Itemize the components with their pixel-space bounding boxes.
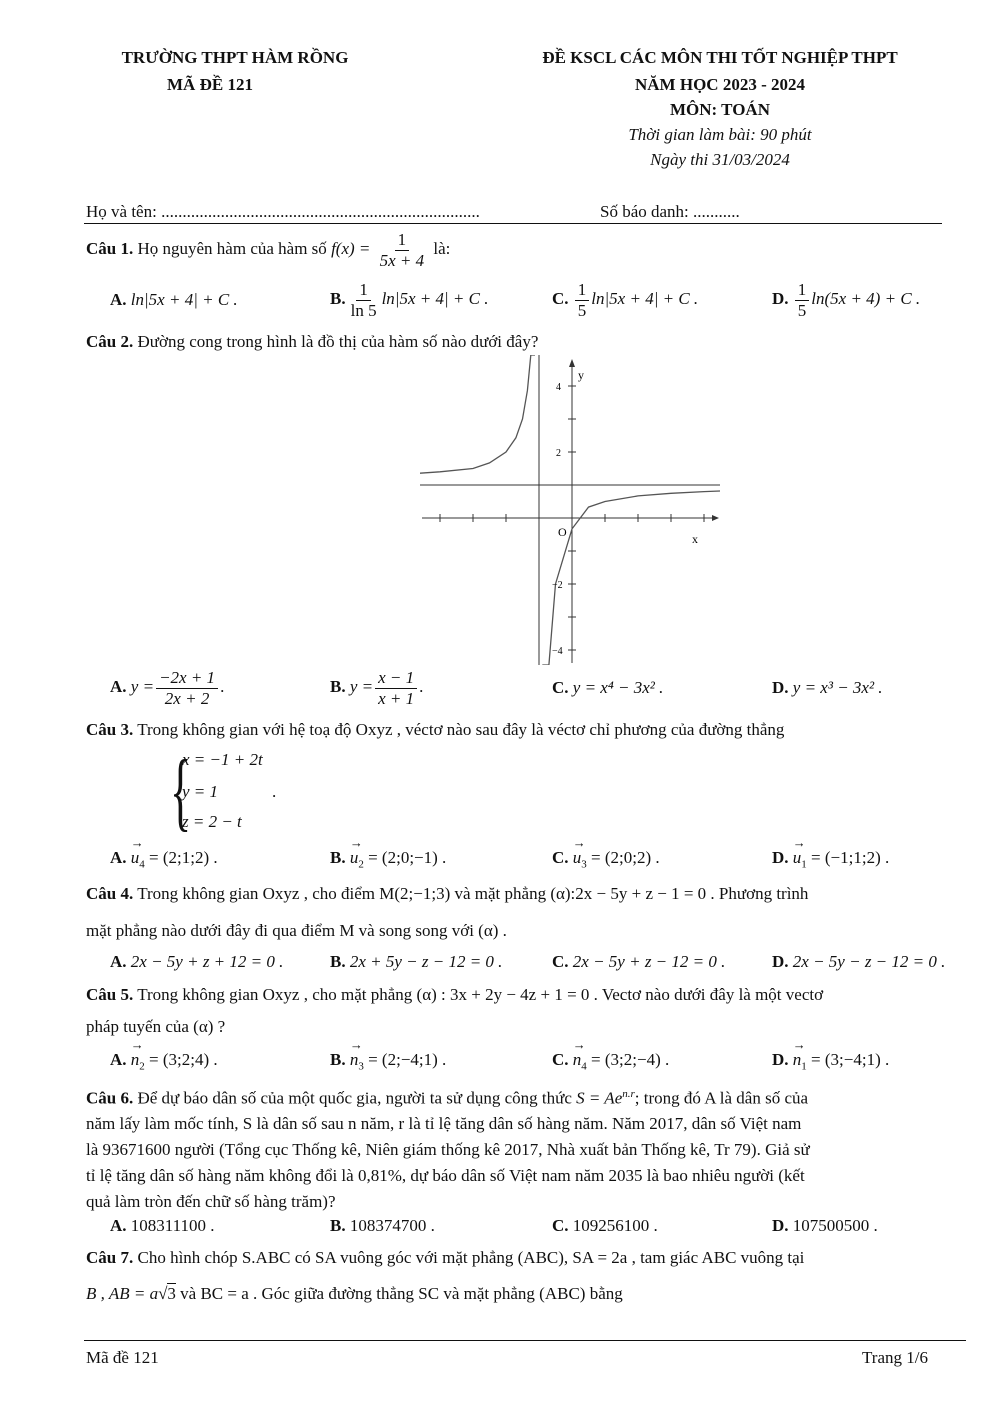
- q6-formula: S = Ae: [576, 1088, 623, 1108]
- q3-option-b[interactable]: B. → $u_2$ = (2;0;−1) .: [330, 848, 446, 870]
- q1-den: 5x + 4: [379, 250, 425, 270]
- q6-line-2: năm lấy làm mốc tính, S là dân số sau n năm, r là tỉ lệ tăng dân số hàng năm. Năm 2017, dân số Việt nam: [86, 1114, 802, 1133]
- q1-option-a[interactable]: A. ln|5x + 4| + C .: [110, 290, 238, 309]
- question-6: [86, 1088, 808, 1109]
- q7-line-1: Cho hình chóp S.ABC có SA vuông góc với mặt phẳng (ABC), SA = 2a , tam giác ABC vuông tại: [137, 1248, 805, 1267]
- q7-line-2b: và BC = a . Góc giữa đường thẳng SC và mặt phẳng (ABC) bằng: [180, 1284, 623, 1303]
- q1-func: f(x) =: [331, 238, 371, 258]
- q2-option-b[interactable]: B. y = $\frac{x - 1}{x + 1}$ .: [330, 668, 424, 708]
- q1-fraction: [377, 230, 428, 270]
- y-tick-minus-4: −4: [552, 646, 563, 657]
- question-3: [86, 720, 784, 740]
- student-id-field: Số báo danh: ...........: [600, 202, 740, 221]
- q6-option-d[interactable]: D. 107500500 .: [772, 1216, 878, 1235]
- q2-text: Đường cong trong hình là đồ thị của hàm số nào dưới đây?: [137, 332, 539, 351]
- question-4: [86, 884, 808, 904]
- q5-option-b[interactable]: B. → $n_3$ = (2;−4;1) .: [330, 1050, 446, 1072]
- question-7: [86, 1248, 804, 1268]
- q3-label: Câu 3.: [86, 720, 134, 739]
- exam-title: ĐỀ KSCL CÁC MÔN THI TỐT NGHIỆP THPT: [542, 48, 898, 67]
- q4-line-2: mặt phẳng nào dưới đây đi qua điểm M và song song với (α) .: [86, 921, 507, 940]
- x-axis-label: x: [692, 532, 698, 546]
- footer-divider: [84, 1340, 966, 1341]
- q6-option-b[interactable]: B. 108374700 .: [330, 1216, 435, 1235]
- q6-line-1a: Để dự báo dân số của một quốc gia, người ta sử dụng công thức: [137, 1088, 572, 1108]
- question-5: [86, 985, 823, 1005]
- school-year: NĂM HỌC 2023 - 2024: [635, 75, 805, 94]
- curve-branch-1: [420, 355, 535, 474]
- q5-option-c[interactable]: C. → $n_4$ = (3;2;−4) .: [552, 1050, 669, 1072]
- x-axis-arrow: [712, 515, 719, 521]
- header-divider: [84, 223, 942, 224]
- q7-label: Câu 7.: [86, 1248, 134, 1267]
- q5-option-d[interactable]: D. → $n_1$ = (3;−4;1) .: [772, 1050, 889, 1072]
- q7-line-2: [86, 1284, 623, 1304]
- q5-line-2: pháp tuyến của (α) ?: [86, 1017, 226, 1036]
- exam-code: MÃ ĐỀ 121: [167, 75, 253, 94]
- q1-option-b[interactable]: B. $\frac{1}{\ln 5}$ ln|5x + 4| + C .: [330, 280, 489, 320]
- q3-text: Trong không gian với hệ toạ độ Oxyz , véctơ nào sau đây là véctơ chỉ phương của đường thẳng: [137, 720, 785, 739]
- system-eq-1: x = −1 + 2t: [182, 750, 263, 769]
- q4-line-1: Trong không gian Oxyz , cho điểm M(2;−1;3) và mặt phẳng (α):2x − 5y + z − 1 = 0 . Phương trình: [137, 884, 809, 903]
- system-brace: {: [170, 742, 192, 840]
- question-1: [86, 230, 450, 270]
- q4-label: Câu 4.: [86, 884, 134, 903]
- q4-option-b[interactable]: B. 2x + 5y − z − 12 = 0 .: [330, 952, 503, 971]
- q7-sqrt-value: 3: [167, 1284, 176, 1303]
- q6-line-4: tỉ lệ tăng dân số hàng năm không đổi là 0,81%, dự báo dân số Việt nam năm 2035 là bao nhiêu người (kết: [86, 1166, 805, 1185]
- graph-curves: [420, 355, 720, 665]
- q2-option-a[interactable]: A. y = $\frac{-2x + 1}{2x + 2}$ .: [110, 668, 225, 708]
- q1-suffix: là:: [433, 238, 451, 258]
- q6-label: Câu 6.: [86, 1088, 134, 1108]
- q7-line-2a: B , AB = a: [86, 1284, 159, 1303]
- y-axis-label: y: [578, 368, 584, 382]
- q2-option-d[interactable]: D. y = x³ − 3x² .: [772, 678, 883, 697]
- y-axis-arrow: [569, 359, 575, 367]
- q6-line-5: quả làm tròn đến chữ số hàng trăm)?: [86, 1192, 336, 1211]
- y-tick-4: 4: [556, 382, 561, 393]
- q3-option-a[interactable]: A. → $u_4$ = (2;1;2) .: [110, 848, 218, 870]
- q6-option-a[interactable]: A. 108311100 .: [110, 1216, 215, 1235]
- q1-option-c[interactable]: C. $\frac{1}{5}$ ln|5x + 4| + C .: [552, 280, 699, 320]
- graph-axes: [420, 355, 720, 665]
- exam-time: Thời gian làm bài: 90 phút: [628, 125, 812, 144]
- student-name-field: Họ và tên: ...........................................................................: [86, 202, 480, 221]
- q6-line-1b: ; trong đó A là dân số của: [634, 1088, 809, 1108]
- q6-formula-exp: n.r: [622, 1088, 635, 1100]
- system-end: .: [272, 782, 277, 801]
- y-tick-minus-2: −2: [552, 580, 563, 591]
- q6-line-3: là 93671600 người (Tổng cục Thống kê, Niên giám thống kê 2017, Nhà xuất bản Thống kê, Tr 79). Giả sử: [86, 1140, 810, 1159]
- q2-option-c[interactable]: C. y = x⁴ − 3x² .: [552, 678, 664, 697]
- curve-branch-2: [542, 491, 720, 665]
- subject: MÔN: TOÁN: [670, 100, 770, 119]
- q3-option-c[interactable]: C. → $u_3$ = (2;0;2) .: [552, 848, 660, 870]
- q5-line-1: Trong không gian Oxyz , cho mặt phẳng (α) : 3x + 2y − 4z + 1 = 0 . Vectơ nào dưới đây là một vectơ: [137, 985, 824, 1004]
- origin-label: O: [558, 525, 567, 539]
- page-number: Trang 1/6: [862, 1348, 928, 1367]
- q2-label: Câu 2.: [86, 332, 134, 351]
- q3-option-d[interactable]: D. → $u_1$ = (−1;1;2) .: [772, 848, 889, 870]
- system-eq-2: y = 1: [182, 782, 219, 801]
- q5-label: Câu 5.: [86, 985, 134, 1004]
- q4-option-c[interactable]: C. 2x − 5y + z − 12 = 0 .: [552, 952, 726, 971]
- sqrt-symbol: √: [158, 1284, 168, 1303]
- footer-code: Mã đề 121: [86, 1348, 159, 1367]
- q6-option-c[interactable]: C. 109256100 .: [552, 1216, 658, 1235]
- exam-date: Ngày thi 31/03/2024: [650, 150, 790, 169]
- q4-option-a[interactable]: A. 2x − 5y + z + 12 = 0 .: [110, 952, 284, 971]
- system-eq-3: z = 2 − t: [182, 812, 242, 831]
- q1-num: 1: [395, 230, 410, 251]
- school-name: TRƯỜNG THPT HÀM RỒNG: [121, 48, 349, 67]
- function-graph: [420, 355, 720, 665]
- y-tick-2: 2: [556, 448, 561, 459]
- q1-label: Câu 1.: [86, 238, 134, 258]
- q1-option-d[interactable]: D. $\frac{1}{5}$ ln(5x + 4) + C .: [772, 280, 921, 320]
- q4-option-d[interactable]: D. 2x − 5y − z − 12 = 0 .: [772, 952, 946, 971]
- q1-text: Họ nguyên hàm của hàm số: [137, 238, 327, 258]
- q5-option-a[interactable]: A. → $n_2$ = (3;2;4) .: [110, 1050, 218, 1072]
- question-2: [86, 332, 538, 352]
